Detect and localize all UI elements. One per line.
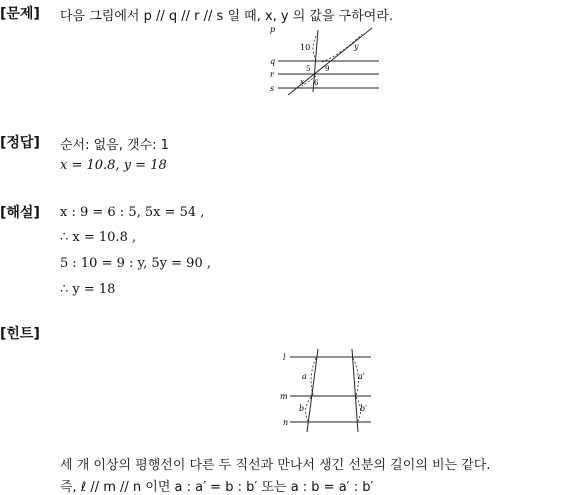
label-q: q bbox=[270, 57, 276, 66]
label-5: 5 bbox=[306, 65, 311, 73]
label-m: m bbox=[280, 392, 288, 401]
label-a: a bbox=[302, 372, 307, 381]
label-9: 9 bbox=[325, 65, 330, 73]
label-y: y bbox=[354, 42, 359, 51]
label-a-prime: a′ bbox=[358, 372, 365, 381]
transversal-a bbox=[307, 349, 318, 432]
hint-line-1: 세 개 이상의 평행선이 다른 두 직선과 만나서 생긴 선분의 길이의 비는 같다. bbox=[60, 458, 491, 473]
problem-label: [문제] bbox=[0, 6, 40, 22]
parallel-lines-figure bbox=[262, 22, 386, 98]
explain-label: [해설] bbox=[0, 205, 40, 221]
label-6: 6 bbox=[314, 79, 319, 87]
answer-order: 순서: 없음, 갯수: 1 bbox=[60, 138, 169, 153]
label-10: 10 bbox=[300, 43, 311, 52]
hint-line-2: 즉, ℓ // m // n 이면 a : a′ = b : b′ 또는 a : b = a′ : b′ bbox=[60, 480, 374, 495]
problem-text: 다음 그림에서 p // q // r // s 일 때, x, y 의 값을 구하여라. bbox=[60, 9, 394, 24]
label-l: l bbox=[283, 353, 286, 362]
label-r: r bbox=[270, 70, 274, 79]
label-b-prime: b′ bbox=[360, 404, 367, 413]
label-b: b bbox=[299, 404, 305, 413]
label-n: n bbox=[283, 418, 289, 427]
solution-line-1: x : 9 = 6 : 5, 5x = 54 , bbox=[60, 205, 205, 220]
label-x: x bbox=[300, 78, 304, 86]
solution-line-4: ∴ y = 18 bbox=[60, 282, 116, 297]
solution-line-2: ∴ x = 10.8 , bbox=[60, 230, 137, 245]
answer-value: x = 10.8, y = 18 bbox=[60, 158, 167, 173]
label-s: s bbox=[270, 84, 275, 93]
answer-label: [정답] bbox=[0, 135, 40, 151]
hint-label: [힌트] bbox=[0, 326, 40, 342]
label-p: p bbox=[270, 25, 276, 34]
solution-line-3: 5 : 10 = 9 : y, 5y = 90 , bbox=[60, 256, 211, 271]
hint-figure bbox=[280, 346, 375, 438]
